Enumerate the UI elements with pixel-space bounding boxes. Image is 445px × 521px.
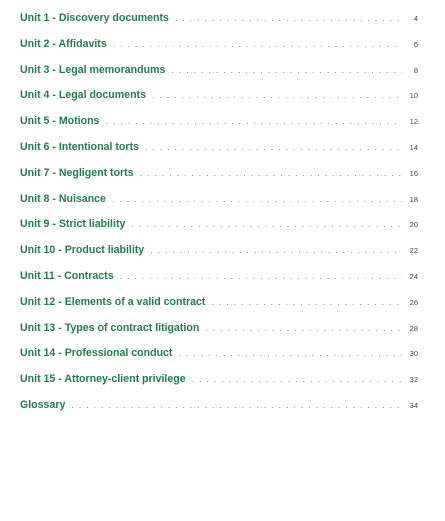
- leader-dots: [71, 401, 402, 410]
- toc-entry-page: 12: [409, 117, 418, 127]
- toc-entry-title: Unit 4 - Legal documents: [20, 89, 146, 102]
- toc-entry-page: 30: [409, 349, 418, 359]
- toc-entry[interactable]: [20, 115, 418, 141]
- toc-entry-page: 18: [409, 194, 418, 204]
- toc-entry[interactable]: [20, 322, 418, 348]
- toc-entry[interactable]: [20, 193, 418, 219]
- toc-entry[interactable]: [20, 89, 418, 115]
- leader-dots: [152, 91, 402, 100]
- leader-dots: [178, 349, 402, 358]
- toc-entry-title: Unit 8 - Nuisance: [20, 192, 106, 205]
- toc-entry[interactable]: [20, 141, 418, 167]
- toc-entry-page: 22: [409, 246, 418, 256]
- toc-entry-page: 16: [409, 168, 418, 178]
- toc-entry-title: Unit 5 - Motions: [20, 115, 100, 128]
- leader-dots: [205, 324, 402, 333]
- toc-entry-title: Unit 7 - Negligent torts: [20, 166, 134, 179]
- leader-dots: [171, 66, 402, 75]
- leader-dots: [140, 169, 402, 178]
- toc-entry[interactable]: [20, 167, 418, 193]
- leader-dots: [150, 246, 402, 255]
- toc-entry[interactable]: [20, 38, 418, 64]
- toc-entry-glossary[interactable]: [20, 399, 418, 425]
- toc-entry-title: Unit 12 - Elements of a valid contract: [20, 295, 206, 308]
- toc-entry[interactable]: [20, 244, 418, 270]
- toc-entry[interactable]: [20, 373, 418, 399]
- toc-entry-page: 4: [413, 14, 418, 23]
- toc-entry-page: 8: [413, 65, 418, 75]
- toc-entry-title: Unit 14 - Professional conduct: [20, 347, 173, 360]
- leader-dots: [192, 375, 402, 384]
- toc-entry-title: Unit 10 - Product liability: [20, 244, 145, 257]
- toc-entry-title: Unit 9 - Strict liability: [20, 218, 126, 231]
- toc-entry-page: 10: [409, 91, 418, 101]
- toc-entry-page: 32: [409, 375, 418, 385]
- toc-entry-page: 34: [409, 400, 418, 410]
- toc-entry-page: 26: [409, 297, 418, 307]
- leader-dots: [113, 40, 402, 49]
- toc-entry[interactable]: [20, 12, 418, 38]
- toc-entry-page: 6: [413, 39, 418, 49]
- leader-dots: [131, 220, 402, 229]
- leader-dots: [211, 298, 402, 307]
- leader-dots: [120, 272, 402, 281]
- leader-dots: [112, 195, 402, 204]
- leader-dots: [175, 14, 402, 23]
- toc-entry-title: Unit 2 - Affidavits: [20, 37, 107, 50]
- toc-entry[interactable]: [20, 296, 418, 322]
- toc-entry[interactable]: [20, 270, 418, 296]
- toc-entry-page: 20: [409, 220, 418, 230]
- toc-entry[interactable]: [20, 347, 418, 373]
- toc-entry-title: Unit 15 - Attorney-client privilege: [20, 373, 186, 386]
- table-of-contents: [20, 12, 418, 425]
- toc-entry-page: 14: [409, 142, 418, 152]
- toc-entry-title: Glossary: [20, 398, 66, 411]
- toc-entry[interactable]: [20, 218, 418, 244]
- toc-entry-page: 24: [409, 271, 418, 281]
- leader-dots: [145, 143, 402, 152]
- toc-entry-title: Unit 1 - Discovery documents: [20, 12, 169, 24]
- toc-entry-title: Unit 6 - Intentional torts: [20, 140, 139, 153]
- toc-entry[interactable]: [20, 64, 418, 90]
- toc-entry-page: 28: [409, 323, 418, 333]
- leader-dots: [105, 117, 402, 126]
- toc-entry-title: Unit 3 - Legal memorandums: [20, 63, 166, 76]
- toc-entry-title: Unit 11 - Contracts: [20, 269, 114, 282]
- toc-entry-title: Unit 13 - Types of contract litigation: [20, 321, 200, 334]
